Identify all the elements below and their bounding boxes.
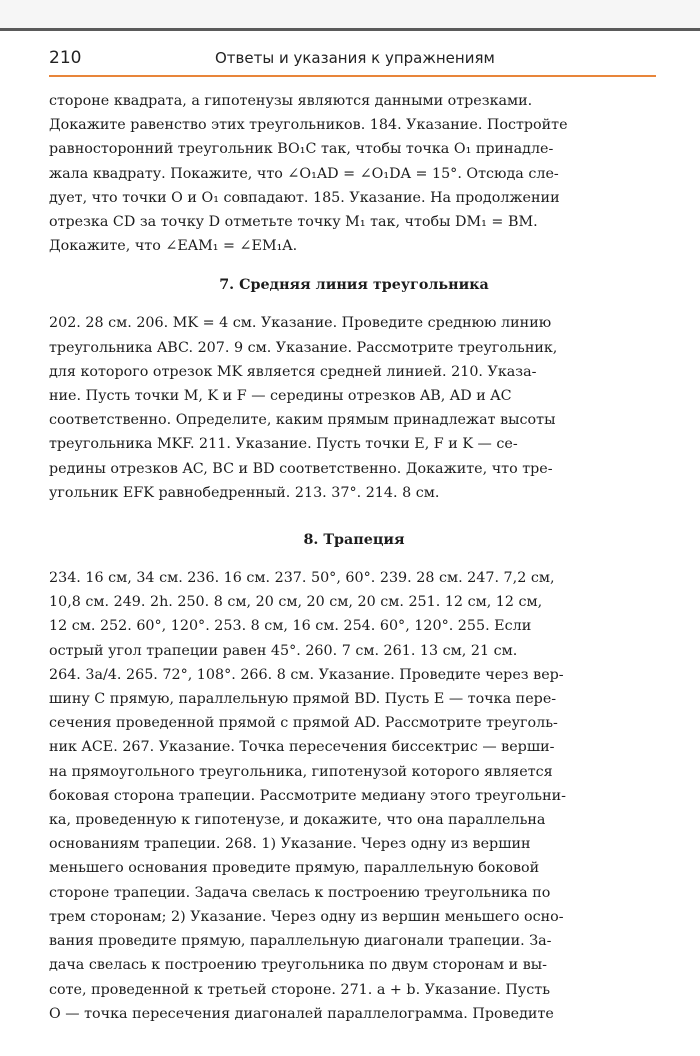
text-line: треугольника MKF. 211. Указание. Пусть точки E, F и K — се- (49, 436, 518, 453)
text-line: отрезка CD за точку D отметьте точку M₁ так, чтобы DM₁ = BM. (49, 214, 538, 231)
page-number: 210 (49, 48, 82, 68)
text-line: основаниям трапеции. 268. 1) Указание. Через одну из вершин (49, 836, 531, 853)
text-line: для которого отрезок MK является средней линией. 210. Указа- (49, 363, 537, 380)
text-line: жала квадрату. Покажите, что ∠O₁AD = ∠O₁DA = 15°. Отсюда сле- (49, 165, 559, 182)
page-body (49, 89, 659, 1026)
text-line: соответственно. Определите, каким прямым принадлежат высоты (49, 412, 556, 429)
header-rule (49, 75, 656, 77)
text-line: вания проведите прямую, параллельную диагонали трапеции. За- (49, 933, 552, 950)
text-line: ние. Пусть точки M, K и F — середины отрезков AB, AD и AC (49, 388, 512, 405)
text-line: угольник EFK равнобедренный. 213. 37°. 214. 8 см. (49, 484, 440, 501)
text-line: 234. 16 см, 34 см. 236. 16 см. 237. 50°, 60°. 239. 28 см. 247. 7,2 см, (49, 570, 555, 587)
text-line: меньшего основания проведите прямую, параллельную боковой (49, 860, 540, 877)
viewer-top-strip (0, 0, 700, 28)
text-line: сечения проведенной прямой с прямой AD. Рассмотрите треуголь- (49, 715, 558, 732)
text-line: соте, проведенной к третьей стороне. 271. a + b. Указание. Пусть (49, 981, 550, 998)
text-line: 12 см. 252. 60°, 120°. 253. 8 см, 16 см. 254. 60°, 120°. 255. Если (49, 618, 532, 635)
text-line: острый угол трапеции равен 45°. 260. 7 см. 261. 13 см, 21 см. (49, 642, 518, 659)
text-line: 202. 28 см. 206. MK = 4 см. Указание. Проведите среднюю линию (49, 315, 552, 332)
text-line: 10,8 см. 249. 2h. 250. 8 см, 20 см, 20 см, 20 см. 251. 12 см, 12 см, (49, 594, 543, 611)
text-line: трем сторонам; 2) Указание. Через одну из вершин меньшего осно- (49, 908, 564, 925)
section7-answers (49, 311, 659, 505)
text-line: 264. 3a/4. 265. 72°, 108°. 266. 8 см. Указание. Проведите через вер- (49, 666, 564, 683)
page-header (49, 48, 656, 72)
section-heading-7: 7. Средняя линия треугольника (219, 277, 489, 294)
section-heading-8: 8. Трапеция (303, 532, 405, 549)
text-line: ка, проведенную к гипотенузе, и докажите, что она параллельна (49, 812, 546, 829)
text-line: равносторонний треугольник BO₁C так, чтобы точка O₁ принадле- (49, 141, 554, 158)
section8-answers (49, 566, 659, 1026)
text-line: боковая сторона трапеции. Рассмотрите медиану этого треугольни- (49, 787, 566, 804)
text-line: треугольника ABC. 207. 9 см. Указание. Рассмотрите треугольник, (49, 339, 558, 356)
section6-continuation (49, 89, 659, 258)
text-line: дует, что точки O и O₁ совпадают. 185. Указание. На продолжении (49, 189, 560, 206)
running-title: Ответы и указания к упражнениям (215, 49, 495, 67)
text-line: шину C прямую, параллельную прямой BD. Пусть E — точка пере- (49, 691, 557, 708)
text-line: редины отрезков AC, BC и BD соответственно. Докажите, что тре- (49, 460, 553, 477)
text-line: стороне квадрата, а гипотенузы являются данными отрезками. (49, 93, 533, 109)
text-line: дача свелась к построению треугольника по двум сторонам и вы- (49, 957, 548, 974)
viewer-top-rule (0, 28, 700, 31)
text-line: O — точка пересечения диагоналей параллелограмма. Проведите (49, 1005, 554, 1022)
text-line: ник ACE. 267. Указание. Точка пересечения биссектрис — верши- (49, 739, 555, 756)
text-line: Докажите, что ∠EAM₁ = ∠EM₁A. (49, 238, 298, 255)
text-line: на прямоугольного треугольника, гипотенузой которого является (49, 763, 553, 780)
text-line: стороне трапеции. Задача свелась к построению треугольника по (49, 884, 551, 901)
text-line: Докажите равенство этих треугольников. 184. Указание. Постройте (49, 117, 568, 134)
